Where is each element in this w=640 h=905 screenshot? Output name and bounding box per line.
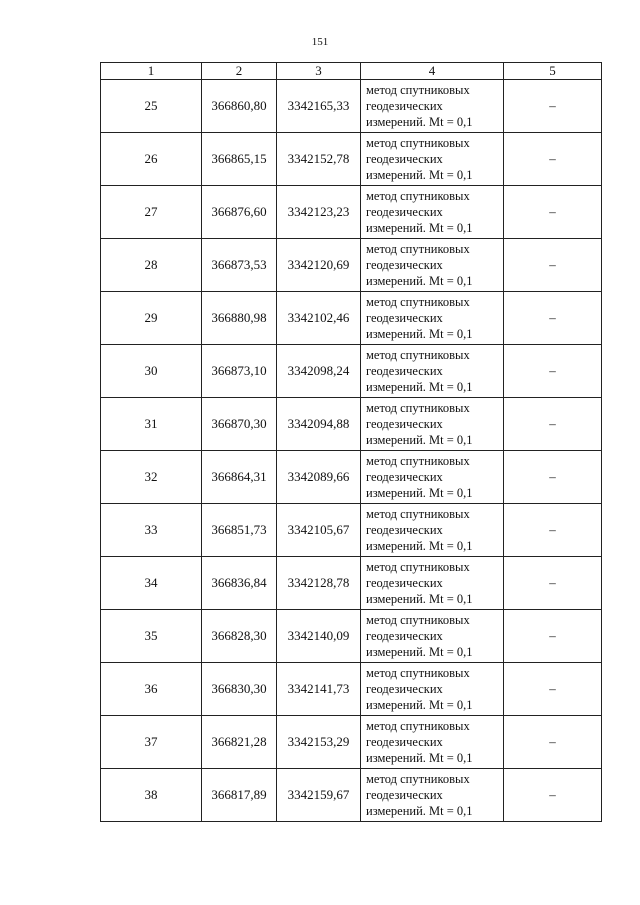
coord-x: 366851,73 <box>202 504 277 557</box>
point-number: 25 <box>101 80 202 133</box>
method-line: измерений. Mt = 0,1 <box>366 804 473 818</box>
method-line: геодезических <box>366 523 443 537</box>
coord-y: 3342159,67 <box>277 769 361 822</box>
method-line: измерений. Mt = 0,1 <box>366 380 473 394</box>
method-line: измерений. Mt = 0,1 <box>366 274 473 288</box>
table-row <box>101 345 602 398</box>
method-line: геодезических <box>366 788 443 802</box>
header-col-1: 1 <box>101 63 202 80</box>
table-row <box>101 239 602 292</box>
note-cell: – <box>504 451 602 504</box>
point-number: 26 <box>101 133 202 186</box>
header-col-4: 4 <box>361 63 504 80</box>
point-number: 33 <box>101 504 202 557</box>
coord-y: 3342128,78 <box>277 557 361 610</box>
method-line: метод спутниковых <box>366 83 470 97</box>
header-col-3: 3 <box>277 63 361 80</box>
method-line: измерений. Mt = 0,1 <box>366 592 473 606</box>
table-row <box>101 186 602 239</box>
point-number: 37 <box>101 716 202 769</box>
method-line: метод спутниковых <box>366 136 470 150</box>
method-line: геодезических <box>366 682 443 696</box>
method-line: метод спутниковых <box>366 454 470 468</box>
coord-y: 3342152,78 <box>277 133 361 186</box>
method-cell <box>361 186 504 239</box>
table-row <box>101 610 602 663</box>
method-line: измерений. Mt = 0,1 <box>366 751 473 765</box>
method-line: метод спутниковых <box>366 613 470 627</box>
note-cell: – <box>504 292 602 345</box>
table-row <box>101 504 602 557</box>
coord-y: 3342120,69 <box>277 239 361 292</box>
note-cell: – <box>504 239 602 292</box>
coord-x: 366876,60 <box>202 186 277 239</box>
method-cell <box>361 504 504 557</box>
method-line: измерений. Mt = 0,1 <box>366 221 473 235</box>
table-row <box>101 292 602 345</box>
table-row <box>101 451 602 504</box>
method-cell <box>361 398 504 451</box>
coord-x: 366830,30 <box>202 663 277 716</box>
method-line: геодезических <box>366 629 443 643</box>
coord-x: 366864,31 <box>202 451 277 504</box>
table-row <box>101 769 602 822</box>
note-cell: – <box>504 663 602 716</box>
method-cell <box>361 610 504 663</box>
method-line: метод спутниковых <box>366 666 470 680</box>
coord-x: 366828,30 <box>202 610 277 663</box>
method-line: метод спутниковых <box>366 507 470 521</box>
method-line: геодезических <box>366 735 443 749</box>
method-cell <box>361 345 504 398</box>
note-cell: – <box>504 398 602 451</box>
method-line: геодезических <box>366 152 443 166</box>
method-cell <box>361 451 504 504</box>
method-line: геодезических <box>366 311 443 325</box>
method-cell <box>361 716 504 769</box>
note-cell: – <box>504 716 602 769</box>
header-row <box>101 63 602 80</box>
method-cell <box>361 239 504 292</box>
table-row <box>101 80 602 133</box>
method-cell <box>361 133 504 186</box>
method-cell <box>361 769 504 822</box>
point-number: 32 <box>101 451 202 504</box>
method-cell <box>361 80 504 133</box>
method-line: метод спутниковых <box>366 189 470 203</box>
method-line: измерений. Mt = 0,1 <box>366 327 473 341</box>
coord-x: 366870,30 <box>202 398 277 451</box>
note-cell: – <box>504 186 602 239</box>
note-cell: – <box>504 504 602 557</box>
coord-x: 366860,80 <box>202 80 277 133</box>
method-line: измерений. Mt = 0,1 <box>366 539 473 553</box>
coord-x: 366873,53 <box>202 239 277 292</box>
method-line: геодезических <box>366 417 443 431</box>
point-number: 36 <box>101 663 202 716</box>
point-number: 38 <box>101 769 202 822</box>
point-number: 31 <box>101 398 202 451</box>
method-cell <box>361 292 504 345</box>
note-cell: – <box>504 557 602 610</box>
method-line: измерений. Mt = 0,1 <box>366 698 473 712</box>
coord-y: 3342165,33 <box>277 80 361 133</box>
coord-x: 366836,84 <box>202 557 277 610</box>
note-cell: – <box>504 80 602 133</box>
coord-x: 366873,10 <box>202 345 277 398</box>
coord-x: 366821,28 <box>202 716 277 769</box>
method-line: измерений. Mt = 0,1 <box>366 433 473 447</box>
note-cell: – <box>504 769 602 822</box>
header-col-2: 2 <box>202 63 277 80</box>
method-line: метод спутниковых <box>366 772 470 786</box>
coord-y: 3342102,46 <box>277 292 361 345</box>
table-body <box>101 80 602 822</box>
coord-y: 3342089,66 <box>277 451 361 504</box>
method-line: метод спутниковых <box>366 348 470 362</box>
method-line: геодезических <box>366 364 443 378</box>
point-number: 27 <box>101 186 202 239</box>
method-line: геодезических <box>366 576 443 590</box>
coord-x: 366817,89 <box>202 769 277 822</box>
method-line: измерений. Mt = 0,1 <box>366 115 473 129</box>
note-cell: – <box>504 610 602 663</box>
method-line: геодезических <box>366 258 443 272</box>
point-number: 34 <box>101 557 202 610</box>
method-line: измерений. Mt = 0,1 <box>366 645 473 659</box>
coord-y: 3342123,23 <box>277 186 361 239</box>
method-line: геодезических <box>366 205 443 219</box>
method-cell <box>361 663 504 716</box>
coord-y: 3342153,29 <box>277 716 361 769</box>
method-cell <box>361 557 504 610</box>
point-number: 28 <box>101 239 202 292</box>
coordinates-table <box>100 62 602 822</box>
method-line: измерений. Mt = 0,1 <box>366 486 473 500</box>
note-cell: – <box>504 345 602 398</box>
coord-y: 3342094,88 <box>277 398 361 451</box>
coord-y: 3342141,73 <box>277 663 361 716</box>
coord-y: 3342105,67 <box>277 504 361 557</box>
method-line: метод спутниковых <box>366 401 470 415</box>
page-number: 151 <box>311 36 329 48</box>
method-line: метод спутниковых <box>366 295 470 309</box>
note-cell: – <box>504 133 602 186</box>
coord-y: 3342140,09 <box>277 610 361 663</box>
coord-x: 366880,98 <box>202 292 277 345</box>
method-line: геодезических <box>366 470 443 484</box>
point-number: 35 <box>101 610 202 663</box>
method-line: метод спутниковых <box>366 719 470 733</box>
coord-y: 3342098,24 <box>277 345 361 398</box>
method-line: метод спутниковых <box>366 242 470 256</box>
header-col-5: 5 <box>504 63 602 80</box>
coord-x: 366865,15 <box>202 133 277 186</box>
table-row <box>101 133 602 186</box>
point-number: 30 <box>101 345 202 398</box>
method-line: метод спутниковых <box>366 560 470 574</box>
table-row <box>101 663 602 716</box>
table-row <box>101 716 602 769</box>
table-row <box>101 398 602 451</box>
table-row <box>101 557 602 610</box>
method-line: измерений. Mt = 0,1 <box>366 168 473 182</box>
method-line: геодезических <box>366 99 443 113</box>
point-number: 29 <box>101 292 202 345</box>
